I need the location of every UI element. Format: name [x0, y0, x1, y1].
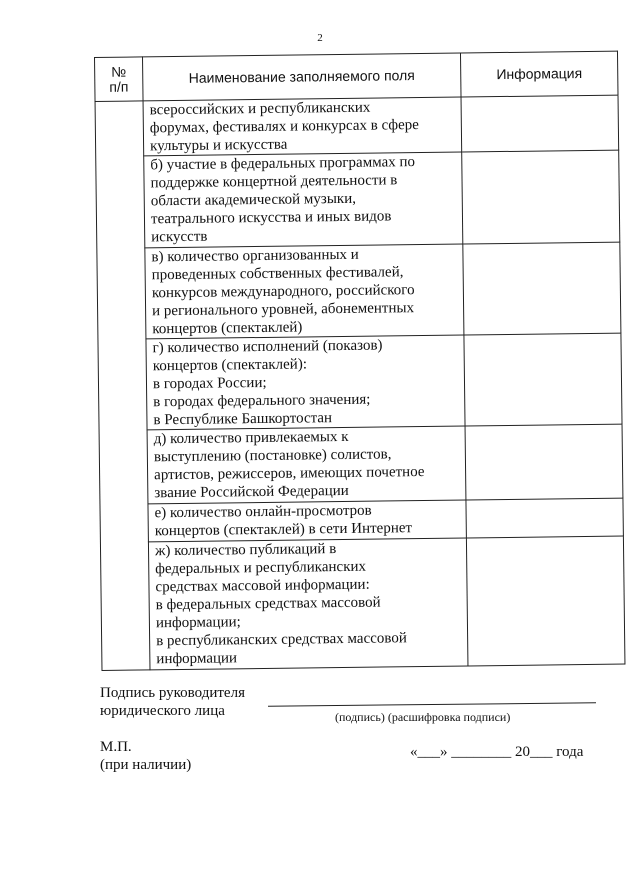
signature-line: [268, 702, 596, 706]
field-cell: б) участие в федеральных программах по поддержке концертной деятельности в области академической музыки, театрального искусства и иных видов искусств: [144, 152, 463, 248]
stamp-note: (при наличии): [100, 757, 192, 773]
table-row: [100, 536, 625, 670]
info-cell: [463, 242, 621, 335]
stamp-label: М.П.: [100, 739, 132, 755]
field-cell: е) количество онлайн-просмотров концертов (спектаклей) в сети Интернет: [148, 500, 466, 542]
number-cell: [95, 101, 150, 671]
header-field: Наименование заполняемого поля: [143, 53, 462, 101]
info-cell: [466, 536, 625, 666]
header-info: Информация: [460, 51, 618, 97]
info-cell: [462, 150, 620, 244]
header-number: № п/п: [95, 57, 144, 102]
table-row: [95, 95, 619, 156]
table-row: [98, 333, 622, 430]
date-line: «___» ________ 20___ года: [410, 744, 584, 760]
page-number: 2: [317, 32, 323, 44]
info-cell: [466, 498, 623, 538]
table-row: [99, 424, 623, 504]
form-table: [94, 51, 625, 671]
table-header-row: [95, 51, 618, 101]
signature-label: Подпись руководителя: [100, 685, 245, 701]
signature-label-2: юридического лица: [100, 703, 225, 719]
field-cell: г) количество исполнений (показов) концертов (спектаклей): в городах России; в городах федерального значения; в Республике Башкортостан: [146, 335, 465, 430]
signature-caption: (подпись) (расшифровка подписи): [335, 710, 511, 724]
table-row: [97, 242, 621, 339]
info-cell: [461, 95, 619, 152]
table-row: [100, 498, 623, 542]
info-cell: [464, 333, 622, 426]
field-cell: д) количество привлекаемых к выступлению (постановке) солистов, артистов, режиссеров, имеющих почетное звание Российской Федерации: [147, 426, 466, 504]
field-cell: в) количество организованных и проведенных собственных фестивалей, конкурсов международного, российского и регионального уровней, абонементных концертов (спектаклей): [145, 244, 464, 339]
field-cell: всероссийских и республиканских форумах, фестивалях и конкурсах в сфере культуры и искусства: [143, 97, 462, 156]
table-row: [96, 150, 620, 248]
info-cell: [465, 424, 623, 500]
field-cell: ж) количество публикаций в федеральных и республиканских средствах массовой информации: в федеральных средствах массовой информации; в республиканских средствах массовой информации: [148, 538, 468, 670]
